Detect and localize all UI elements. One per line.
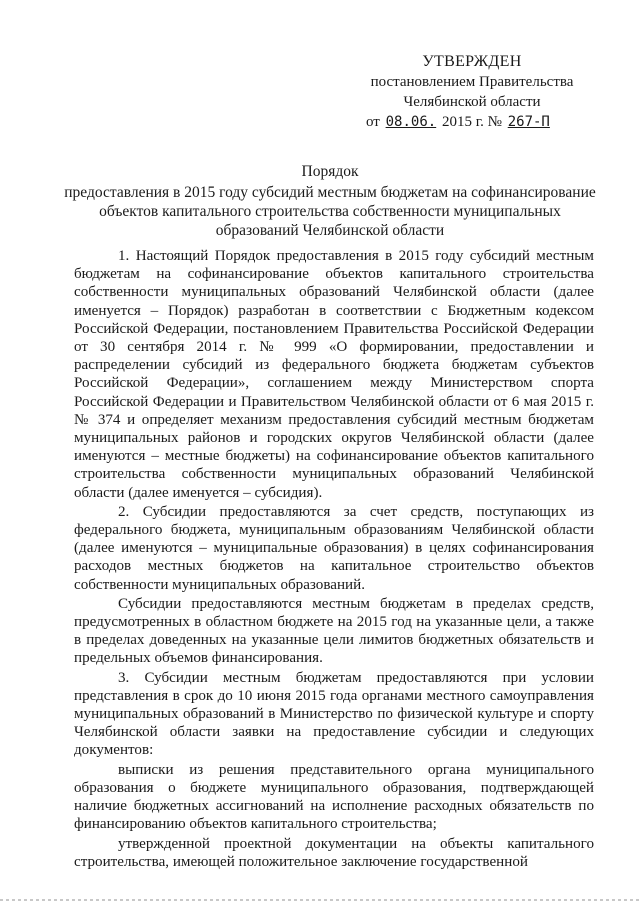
handwritten-number: 267-П (507, 114, 550, 130)
document-body (74, 247, 594, 871)
approval-block (352, 52, 592, 132)
approval-title: УТВЕРЖДЕН (422, 53, 522, 70)
paragraph-2: 2. Субсидии предоставляются за счет средств, поступающих из федерального бюджета, муниципальным образованиям Челябинской области (далее именуются – муниципальные образования) в целях софинансирования расходов местных бюджетов на капитальное строительство объектов собственности муниципальных образований. (74, 503, 594, 593)
document-heading (60, 162, 600, 240)
date-prefix: от (366, 114, 380, 130)
document-title: Порядок (301, 163, 359, 180)
approval-line-region: Челябинской области (403, 94, 541, 110)
paragraph-5: выписки из решения представительного органа муниципального образования о бюджете муниципального образования, подтверждающей наличие бюджетных ассигнований на исполнение расходных обязательств по финансированию объектов капитального строительства; (74, 761, 594, 833)
handwritten-date: 08.06. (385, 114, 437, 130)
paragraph-6: утвержденной проектной документации на объекты капитального строительства, имеющей положительное заключение государственной (74, 835, 594, 870)
paragraph-4: 3. Субсидии местным бюджетам предоставляются при условии представления в срок до 10 июня 2015 года органами местного самоуправления муниципальных образований в Министерство по физической культуре и спорту Челябинской области заявки на предоставление субсидии и следующих документов: (74, 669, 594, 759)
approval-line-resolution: постановлением Правительства (370, 74, 574, 90)
document-subtitle: предоставления в 2015 году субсидий местным бюджетам на софинансирование объектов капитального строительства собственности муниципальных образований Челябинской области (64, 184, 596, 239)
paragraph-3: Субсидии предоставляются местным бюджетам в пределах средств, предусмотренных в областном бюджете на 2015 год на указанные цели, а также в пределах доведенных на указанные цели лимитов бюджетных обязательств и предельных объемов финансирования. (74, 595, 594, 667)
paragraph-1: 1. Настоящий Порядок предоставления в 2015 году субсидий местным бюджетам на софинансирование объектов капитального строительства собственности муниципальных образований Челябинской области (далее именуется – Порядок) разработан в соответствии с Бюджетным кодексом Российской Федерации, постановлением Правительства Российской Федерации от 30 сентября 2014 г. № 999 «О формировании, предоставлении и распределении субсидий из федерального бюджета бюджетам субъектов Российской Федерации», соглашением между Министерством спорта Российской Федерации и Правительством Челябинской области от 6 мая 2015 г. № 374 и определяет механизм предоставления субсидий местным бюджетам муниципальных районов и городских округов Челябинской области (далее именуются – местные бюджеты) на софинансирование объектов капитального строительства собственности муниципальных образований Челябинской области (далее именуется – субсидия). (74, 248, 594, 501)
scan-edge-divider (0, 899, 640, 901)
year-text: 2015 г. № (441, 114, 502, 130)
approval-date-line (352, 112, 592, 132)
